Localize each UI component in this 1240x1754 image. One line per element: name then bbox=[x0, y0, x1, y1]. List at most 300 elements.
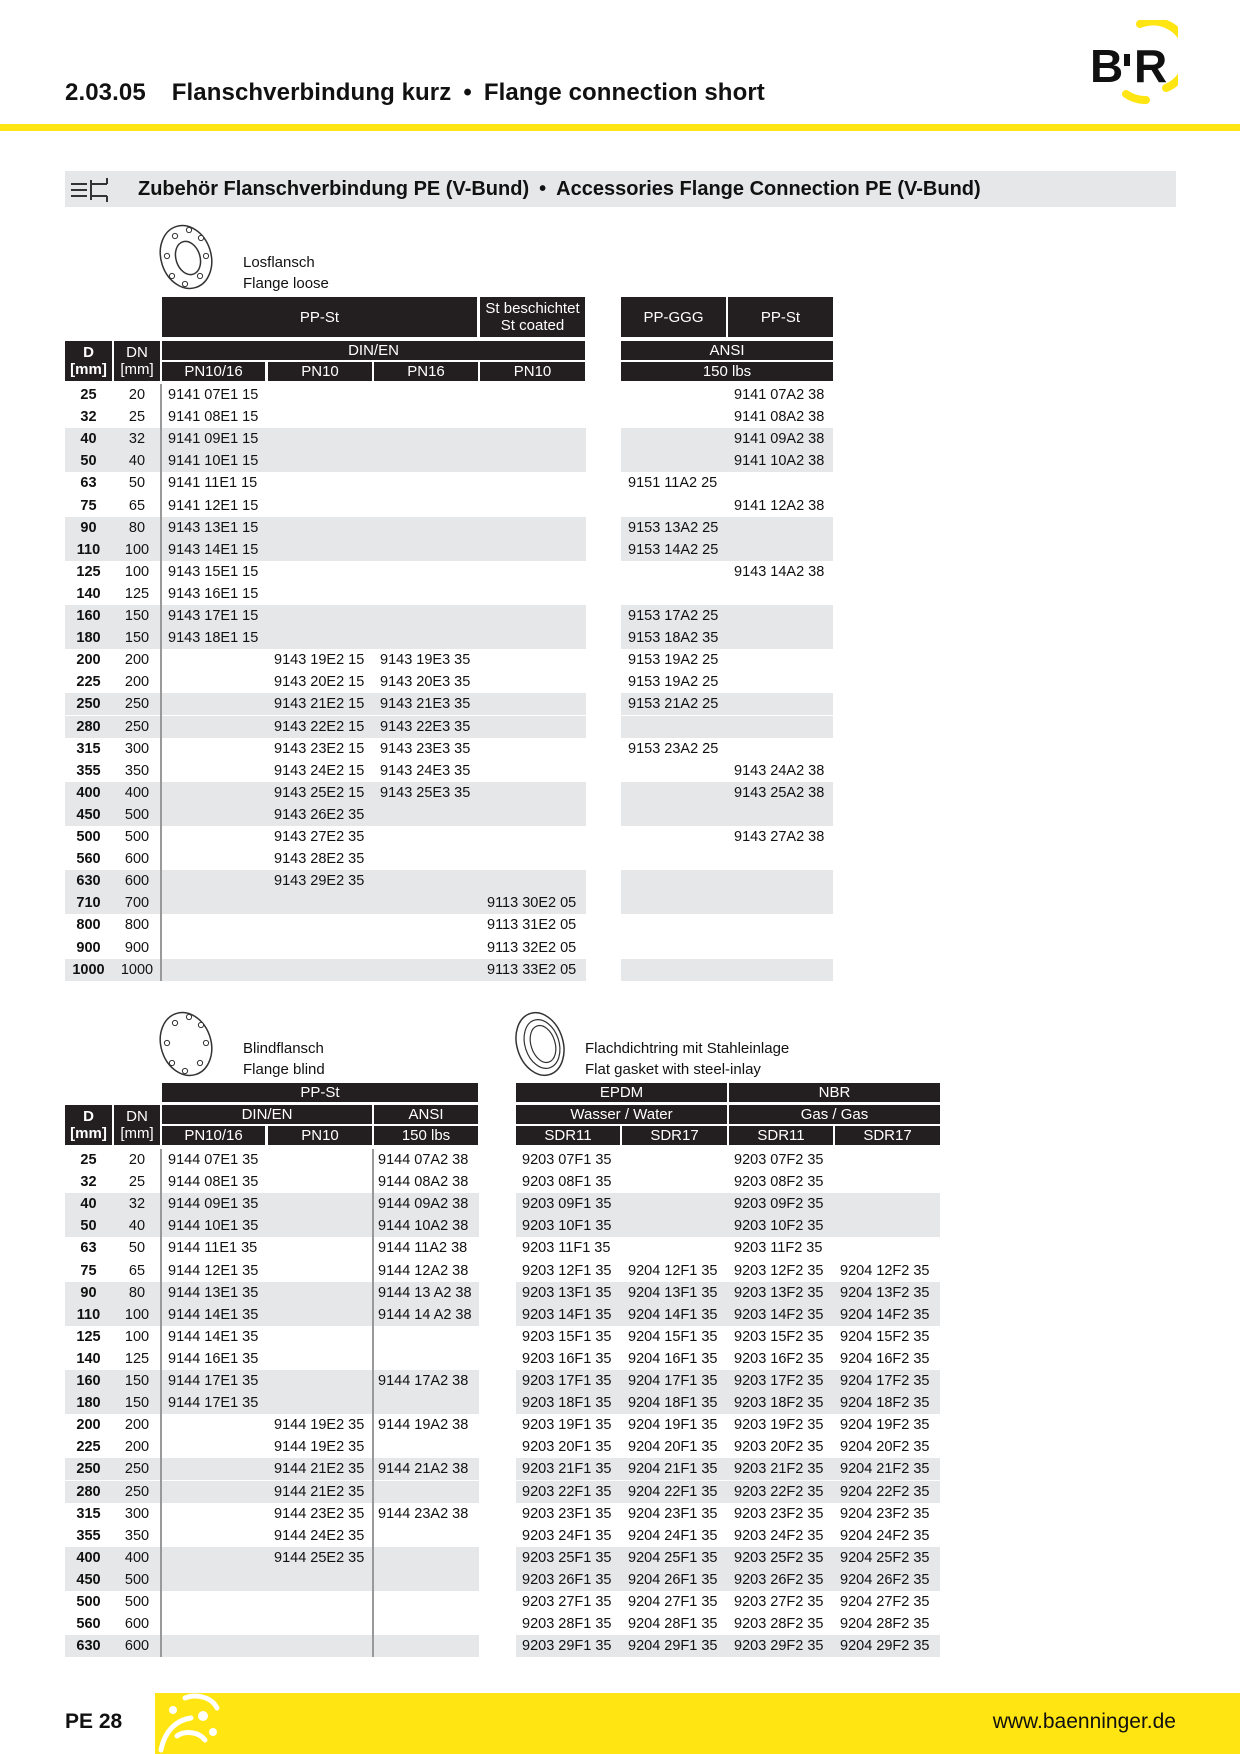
header-rule bbox=[0, 124, 1240, 131]
cell-nbr-sdr11: 9203 18F2 35 bbox=[734, 1395, 824, 1412]
cell-pp-st-pn10: 9143 22E2 15 bbox=[274, 718, 365, 735]
column-divider bbox=[160, 384, 162, 981]
cell-d: 560 bbox=[76, 851, 101, 868]
cell-pp-st-pn10: 9143 26E2 35 bbox=[274, 806, 365, 823]
cell-dn: 32 bbox=[128, 1196, 146, 1213]
cell-epdm-sdr17: 9204 16F1 35 bbox=[628, 1350, 718, 1367]
cell-epdm-sdr17: 9204 29F1 35 bbox=[628, 1638, 718, 1655]
cell-d: 160 bbox=[76, 1373, 101, 1389]
cell-dn: 40 bbox=[128, 1218, 146, 1235]
t1-header-pp-st: PP-St bbox=[162, 297, 477, 337]
cell-dn: 100 bbox=[124, 1328, 150, 1345]
cell-pn1016: 9144 11E1 35 bbox=[168, 1240, 258, 1257]
cell-pn1016: 9144 17E1 35 bbox=[168, 1373, 259, 1389]
cell-pp-ggg-ansi: 9153 18A2 35 bbox=[628, 630, 719, 647]
cell-nbr-sdr17: 9204 23F2 35 bbox=[840, 1505, 930, 1522]
t1-header-st-coated-en: St coated bbox=[500, 317, 565, 334]
cell-epdm-sdr11: 9203 19F1 35 bbox=[522, 1417, 612, 1434]
cell-nbr-sdr17: 9204 17F2 35 bbox=[840, 1373, 930, 1389]
t2-header-ansi: ANSI bbox=[374, 1105, 478, 1124]
row-shade bbox=[621, 804, 833, 826]
cell-epdm-sdr11: 9203 16F1 35 bbox=[522, 1350, 612, 1367]
t1-header-pp-st-2: PP-St bbox=[728, 297, 833, 337]
cell-pp-st-ansi: 9143 27A2 38 bbox=[734, 829, 825, 845]
cell-d: 450 bbox=[76, 806, 101, 823]
cell-pp-st-ansi: 9143 14A2 38 bbox=[734, 563, 825, 580]
t2-header-pn1016: PN10/16 bbox=[162, 1126, 265, 1145]
cell-pp-st-pn1016: 9143 14E1 15 bbox=[168, 541, 259, 558]
cell-dn: 700 bbox=[124, 895, 150, 912]
t3-header-epdm: EPDM bbox=[516, 1083, 727, 1102]
cell-dn: 80 bbox=[128, 1284, 146, 1301]
t1-header-dinen: DIN/EN bbox=[162, 341, 585, 360]
cell-pn10: 9144 19E2 35 bbox=[274, 1439, 365, 1456]
cell-pp-st-pn16: 9143 20E3 35 bbox=[380, 674, 471, 691]
t3-header-sdr11-gas: SDR11 bbox=[729, 1126, 833, 1145]
loose-flange-label bbox=[243, 252, 329, 294]
cell-dn: 250 bbox=[124, 718, 150, 735]
cell-nbr-sdr11: 9203 12F2 35 bbox=[734, 1262, 824, 1279]
section-number: 2.03.05 bbox=[65, 79, 146, 106]
blind-flange-icon bbox=[155, 1008, 217, 1080]
cell-dn: 50 bbox=[128, 475, 146, 492]
t2-header-d-label: D bbox=[83, 1108, 94, 1125]
cell-pp-st-pn16: 9143 23E3 35 bbox=[380, 740, 471, 757]
cell-epdm-sdr11: 9203 23F1 35 bbox=[522, 1505, 612, 1522]
t1-header-dn bbox=[114, 341, 160, 381]
cell-d: 355 bbox=[76, 1527, 101, 1544]
cell-dn: 100 bbox=[124, 541, 150, 558]
cell-dn: 150 bbox=[124, 608, 150, 624]
cell-d: 25 bbox=[80, 387, 97, 403]
cell-dn: 20 bbox=[128, 1152, 146, 1168]
flange-connection-icon bbox=[69, 176, 109, 204]
cell-pn10: 9144 24E2 35 bbox=[274, 1527, 365, 1544]
cell-pn1016: 9144 14E1 35 bbox=[168, 1306, 259, 1323]
cell-epdm-sdr11: 9203 07F1 35 bbox=[522, 1152, 612, 1168]
flat-gasket-icon bbox=[512, 1008, 572, 1080]
cell-nbr-sdr11: 9203 17F2 35 bbox=[734, 1373, 824, 1389]
cell-dn: 500 bbox=[124, 1594, 150, 1610]
t2-header-150lbs: 150 lbs bbox=[374, 1126, 478, 1145]
cell-st-coated-pn10: 9113 30E2 05 bbox=[487, 895, 577, 912]
cell-epdm-sdr17: 9204 14F1 35 bbox=[628, 1306, 718, 1323]
cell-d: 630 bbox=[76, 873, 101, 890]
cell-epdm-sdr17: 9204 17F1 35 bbox=[628, 1373, 718, 1389]
cell-pp-st-pn10: 9143 24E2 15 bbox=[274, 762, 365, 779]
section-title bbox=[138, 178, 981, 201]
cell-d: 250 bbox=[76, 696, 101, 713]
cell-d: 40 bbox=[80, 1196, 97, 1213]
cell-epdm-sdr11: 9203 24F1 35 bbox=[522, 1527, 612, 1544]
cell-dn: 900 bbox=[124, 939, 150, 956]
cell-epdm-sdr11: 9203 17F1 35 bbox=[522, 1373, 612, 1389]
cell-pp-st-ansi: 9141 09A2 38 bbox=[734, 431, 825, 448]
cell-d: 200 bbox=[76, 652, 101, 669]
cell-pp-st-pn1016: 9141 11E1 15 bbox=[168, 475, 258, 492]
cell-pn1016: 9144 10E1 35 bbox=[168, 1218, 259, 1235]
cell-d: 1000 bbox=[72, 961, 105, 978]
t1-header-pn10-coated: PN10 bbox=[480, 362, 585, 381]
row-shade bbox=[621, 716, 833, 738]
cell-dn: 65 bbox=[128, 1262, 146, 1279]
cell-pp-st-pn16: 9143 19E3 35 bbox=[380, 652, 471, 669]
cell-st-coated-pn10: 9113 31E2 05 bbox=[487, 917, 577, 934]
cell-nbr-sdr17: 9204 28F2 35 bbox=[840, 1616, 930, 1633]
blind-flange-label-de: Blindflansch bbox=[243, 1040, 324, 1057]
cell-dn: 150 bbox=[124, 1373, 150, 1389]
cell-pp-st-pn10: 9143 19E2 15 bbox=[274, 652, 365, 669]
cell-ansi-150: 9144 07A2 38 bbox=[378, 1152, 469, 1168]
cell-nbr-sdr11: 9203 20F2 35 bbox=[734, 1439, 824, 1456]
cell-d: 180 bbox=[76, 630, 101, 647]
cell-pp-st-ansi: 9143 25A2 38 bbox=[734, 784, 825, 801]
cell-nbr-sdr11: 9203 11F2 35 bbox=[734, 1240, 823, 1257]
cell-nbr-sdr11: 9203 24F2 35 bbox=[734, 1527, 824, 1544]
cell-d: 280 bbox=[76, 718, 101, 735]
cell-nbr-sdr17: 9204 19F2 35 bbox=[840, 1417, 930, 1434]
cell-dn: 20 bbox=[128, 387, 146, 403]
cell-epdm-sdr17: 9204 19F1 35 bbox=[628, 1417, 718, 1434]
flat-gasket-label bbox=[585, 1038, 789, 1080]
cell-nbr-sdr17: 9204 16F2 35 bbox=[840, 1350, 930, 1367]
cell-epdm-sdr17: 9204 13F1 35 bbox=[628, 1284, 718, 1301]
t1-header-pn1016: PN10/16 bbox=[162, 362, 265, 381]
cell-ansi-150: 9144 14 A2 38 bbox=[378, 1306, 472, 1323]
cell-pp-st-ansi: 9143 24A2 38 bbox=[734, 762, 825, 779]
cell-d: 63 bbox=[80, 1240, 97, 1257]
cell-d: 630 bbox=[76, 1638, 101, 1655]
cell-dn: 400 bbox=[124, 784, 150, 801]
cell-d: 63 bbox=[80, 475, 97, 492]
cell-nbr-sdr17: 9204 26F2 35 bbox=[840, 1571, 930, 1588]
cell-pp-st-pn1016: 9141 12E1 15 bbox=[168, 497, 259, 514]
t1-header-pn16: PN16 bbox=[374, 362, 478, 381]
footer-url[interactable]: www.baenninger.de bbox=[992, 1710, 1176, 1733]
cell-d: 75 bbox=[80, 1262, 97, 1279]
cell-d: 355 bbox=[76, 762, 101, 779]
cell-ansi-150: 9144 19A2 38 bbox=[378, 1417, 469, 1434]
cell-dn: 50 bbox=[128, 1240, 146, 1257]
flat-gasket-label-en: Flat gasket with steel-inlay bbox=[585, 1061, 761, 1078]
cell-nbr-sdr11: 9203 25F2 35 bbox=[734, 1549, 824, 1566]
cell-dn: 350 bbox=[124, 762, 150, 779]
cell-dn: 600 bbox=[124, 873, 150, 890]
t1-header-dn-unit: [mm] bbox=[120, 361, 154, 378]
t1-header-st-coated bbox=[480, 297, 585, 337]
cell-pp-st-pn1016: 9143 17E1 15 bbox=[168, 608, 259, 624]
t3-header-water: Wasser / Water bbox=[516, 1105, 727, 1124]
cell-pn1016: 9144 12E1 35 bbox=[168, 1262, 259, 1279]
cell-ansi-150: 9144 09A2 38 bbox=[378, 1196, 469, 1213]
cell-nbr-sdr11: 9203 15F2 35 bbox=[734, 1328, 824, 1345]
title-separator: • bbox=[463, 79, 472, 106]
blind-flange-label bbox=[243, 1038, 325, 1080]
cell-epdm-sdr17: 9204 26F1 35 bbox=[628, 1571, 718, 1588]
cell-dn: 200 bbox=[124, 674, 150, 691]
cell-nbr-sdr11: 9203 16F2 35 bbox=[734, 1350, 824, 1367]
cell-d: 125 bbox=[76, 563, 101, 580]
cell-pp-st-pn10: 9143 25E2 15 bbox=[274, 784, 365, 801]
cell-d: 180 bbox=[76, 1395, 101, 1412]
cell-d: 900 bbox=[76, 939, 101, 956]
cell-nbr-sdr17: 9204 12F2 35 bbox=[840, 1262, 930, 1279]
cell-epdm-sdr17: 9204 21F1 35 bbox=[628, 1461, 718, 1478]
cell-epdm-sdr11: 9203 18F1 35 bbox=[522, 1395, 612, 1412]
cell-ansi-150: 9144 17A2 38 bbox=[378, 1373, 469, 1389]
loose-flange-icon bbox=[155, 222, 217, 292]
cell-d: 160 bbox=[76, 608, 101, 624]
cell-dn: 350 bbox=[124, 1527, 150, 1544]
t1-header-ansi: ANSI bbox=[621, 341, 833, 360]
cell-epdm-sdr17: 9204 23F1 35 bbox=[628, 1505, 718, 1522]
cell-dn: 40 bbox=[128, 453, 146, 470]
cell-d: 110 bbox=[76, 1306, 101, 1323]
cell-dn: 500 bbox=[124, 829, 150, 845]
page-number: PE 28 bbox=[65, 1710, 123, 1733]
t3-header-gas: Gas / Gas bbox=[729, 1105, 940, 1124]
cell-pn1016: 9144 09E1 35 bbox=[168, 1196, 259, 1213]
cell-pn10: 9144 23E2 35 bbox=[274, 1505, 365, 1522]
cell-pp-ggg-ansi: 9153 13A2 25 bbox=[628, 519, 719, 536]
cell-d: 90 bbox=[80, 519, 97, 536]
t2-header-dn bbox=[114, 1105, 160, 1145]
loose-flange-label-de: Losflansch bbox=[243, 254, 315, 271]
cell-ansi-150: 9144 21A2 38 bbox=[378, 1461, 469, 1478]
cell-nbr-sdr11: 9203 27F2 35 bbox=[734, 1594, 824, 1610]
cell-pp-st-ansi: 9141 08A2 38 bbox=[734, 409, 825, 426]
cell-nbr-sdr17: 9204 13F2 35 bbox=[840, 1284, 930, 1301]
section-bar bbox=[65, 171, 1176, 207]
cell-d: 32 bbox=[80, 1174, 97, 1191]
cell-epdm-sdr11: 9203 10F1 35 bbox=[522, 1218, 612, 1235]
cell-pp-ggg-ansi: 9153 21A2 25 bbox=[628, 696, 719, 713]
cell-epdm-sdr11: 9203 12F1 35 bbox=[522, 1262, 612, 1279]
cell-d: 90 bbox=[80, 1284, 97, 1301]
cell-epdm-sdr17: 9204 15F1 35 bbox=[628, 1328, 718, 1345]
cell-epdm-sdr17: 9204 28F1 35 bbox=[628, 1616, 718, 1633]
cell-dn: 800 bbox=[124, 917, 150, 934]
t2-header-d-unit: [mm] bbox=[70, 1125, 107, 1142]
cell-d: 32 bbox=[80, 409, 97, 426]
cell-dn: 500 bbox=[124, 806, 150, 823]
cell-dn: 300 bbox=[124, 740, 150, 757]
cell-nbr-sdr11: 9203 29F2 35 bbox=[734, 1638, 824, 1655]
cell-nbr-sdr11: 9203 09F2 35 bbox=[734, 1196, 824, 1213]
cell-dn: 80 bbox=[128, 519, 146, 536]
cell-pp-st-ansi: 9141 07A2 38 bbox=[734, 387, 825, 403]
cell-nbr-sdr11: 9203 22F2 35 bbox=[734, 1483, 824, 1500]
cell-d: 40 bbox=[80, 431, 97, 448]
cell-pn10: 9144 21E2 35 bbox=[274, 1461, 365, 1478]
cell-nbr-sdr17: 9204 29F2 35 bbox=[840, 1638, 930, 1655]
cell-nbr-sdr17: 9204 15F2 35 bbox=[840, 1328, 930, 1345]
cell-epdm-sdr17: 9204 25F1 35 bbox=[628, 1549, 718, 1566]
cell-dn: 125 bbox=[124, 1350, 150, 1367]
t2-header-d bbox=[65, 1105, 112, 1145]
cell-nbr-sdr11: 9203 08F2 35 bbox=[734, 1174, 824, 1191]
cell-dn: 200 bbox=[124, 652, 150, 669]
cell-epdm-sdr11: 9203 26F1 35 bbox=[522, 1571, 612, 1588]
cell-dn: 200 bbox=[124, 1439, 150, 1456]
t3-header-sdr17-gas: SDR17 bbox=[835, 1126, 940, 1145]
cell-pp-st-pn16: 9143 21E3 35 bbox=[380, 696, 471, 713]
cell-pn10: 9144 19E2 35 bbox=[274, 1417, 365, 1434]
column-divider bbox=[160, 1149, 162, 1657]
cell-pn1016: 9144 17E1 35 bbox=[168, 1395, 259, 1412]
section-title-en: Accessories Flange Connection PE (V-Bund) bbox=[556, 178, 981, 200]
cell-d: 560 bbox=[76, 1616, 101, 1633]
cell-dn: 100 bbox=[124, 1306, 150, 1323]
cell-epdm-sdr11: 9203 28F1 35 bbox=[522, 1616, 612, 1633]
cell-epdm-sdr11: 9203 14F1 35 bbox=[522, 1306, 612, 1323]
cell-dn: 150 bbox=[124, 1395, 150, 1412]
cell-pp-ggg-ansi: 9153 19A2 25 bbox=[628, 652, 719, 669]
cell-dn: 25 bbox=[128, 1174, 146, 1191]
cell-pp-st-pn16: 9143 22E3 35 bbox=[380, 718, 471, 735]
cell-epdm-sdr17: 9204 24F1 35 bbox=[628, 1527, 718, 1544]
t1-header-d bbox=[65, 341, 112, 381]
cell-dn: 600 bbox=[124, 1616, 150, 1633]
t3-header-sdr11-water: SDR11 bbox=[516, 1126, 620, 1145]
cell-dn: 125 bbox=[124, 585, 150, 602]
cell-nbr-sdr17: 9204 22F2 35 bbox=[840, 1483, 930, 1500]
t2-header-dn-label: DN bbox=[126, 1108, 148, 1125]
cell-d: 25 bbox=[80, 1152, 97, 1168]
cell-epdm-sdr11: 9203 08F1 35 bbox=[522, 1174, 612, 1191]
cell-nbr-sdr17: 9204 21F2 35 bbox=[840, 1461, 930, 1478]
cell-pp-st-pn1016: 9143 13E1 15 bbox=[168, 519, 259, 536]
cell-epdm-sdr17: 9204 22F1 35 bbox=[628, 1483, 718, 1500]
cell-epdm-sdr11: 9203 11F1 35 bbox=[522, 1240, 611, 1257]
cell-d: 400 bbox=[76, 1549, 101, 1566]
cell-d: 50 bbox=[80, 1218, 97, 1235]
cell-pp-st-pn1016: 9143 18E1 15 bbox=[168, 630, 259, 647]
cell-dn: 250 bbox=[124, 696, 150, 713]
cell-pp-st-pn1016: 9141 08E1 15 bbox=[168, 409, 259, 426]
cell-d: 500 bbox=[76, 1594, 101, 1610]
cell-nbr-sdr11: 9203 13F2 35 bbox=[734, 1284, 824, 1301]
cell-pp-st-pn1016: 9141 09E1 15 bbox=[168, 431, 259, 448]
flat-gasket-label-de: Flachdichtring mit Stahleinlage bbox=[585, 1040, 790, 1057]
row-shade bbox=[621, 870, 833, 892]
cell-dn: 300 bbox=[124, 1505, 150, 1522]
cell-pp-st-pn10: 9143 20E2 15 bbox=[274, 674, 365, 691]
cell-pp-ggg-ansi: 9153 23A2 25 bbox=[628, 740, 719, 757]
cell-pn1016: 9144 16E1 35 bbox=[168, 1350, 259, 1367]
cell-pp-st-ansi: 9141 12A2 38 bbox=[734, 497, 825, 514]
cell-pp-st-pn10: 9143 23E2 15 bbox=[274, 740, 365, 757]
cell-pp-st-pn1016: 9141 10E1 15 bbox=[168, 453, 259, 470]
column-divider bbox=[372, 1149, 374, 1657]
svg-text:B: B bbox=[1090, 40, 1124, 92]
t3-header-nbr: NBR bbox=[729, 1083, 940, 1102]
loose-flange-label-en: Flange loose bbox=[243, 275, 329, 292]
t1-header-dn-label: DN bbox=[126, 344, 148, 361]
cell-d: 500 bbox=[76, 829, 101, 845]
t1-header-d-label: D bbox=[83, 344, 94, 361]
cell-epdm-sdr17: 9204 12F1 35 bbox=[628, 1262, 718, 1279]
br-logo bbox=[1088, 20, 1178, 104]
cell-d: 200 bbox=[76, 1417, 101, 1434]
t2-header-pn10: PN10 bbox=[268, 1126, 372, 1145]
cell-pp-ggg-ansi: 9153 17A2 25 bbox=[628, 608, 719, 624]
cell-st-coated-pn10: 9113 33E2 05 bbox=[487, 961, 577, 978]
t2-header-dinen: DIN/EN bbox=[162, 1105, 372, 1124]
svg-text:R: R bbox=[1134, 40, 1168, 92]
cell-d: 315 bbox=[76, 1505, 101, 1522]
cell-dn: 400 bbox=[124, 1549, 150, 1566]
t1-header-150lbs: 150 lbs bbox=[621, 362, 833, 381]
cell-d: 75 bbox=[80, 497, 97, 514]
t1-header-pn10: PN10 bbox=[268, 362, 372, 381]
cell-nbr-sdr11: 9203 28F2 35 bbox=[734, 1616, 824, 1633]
cell-pp-ggg-ansi: 9153 19A2 25 bbox=[628, 674, 719, 691]
cell-nbr-sdr11: 9203 10F2 35 bbox=[734, 1218, 824, 1235]
cell-pp-st-pn16: 9143 25E3 35 bbox=[380, 784, 471, 801]
cell-dn: 25 bbox=[128, 409, 146, 426]
cell-nbr-sdr11: 9203 21F2 35 bbox=[734, 1461, 824, 1478]
cell-dn: 1000 bbox=[120, 961, 154, 978]
section-title-de: Zubehör Flanschverbindung PE (V-Bund) bbox=[138, 178, 530, 200]
cell-dn: 100 bbox=[124, 563, 150, 580]
cell-dn: 500 bbox=[124, 1571, 150, 1588]
cell-ansi-150: 9144 10A2 38 bbox=[378, 1218, 469, 1235]
section-separator: • bbox=[539, 178, 547, 200]
cell-pp-st-pn1016: 9141 07E1 15 bbox=[168, 387, 259, 403]
cell-pn10: 9144 25E2 35 bbox=[274, 1549, 365, 1566]
blind-flange-label-en: Flange blind bbox=[243, 1061, 325, 1078]
cell-d: 800 bbox=[76, 917, 101, 934]
t2-header-pp-st: PP-St bbox=[162, 1083, 478, 1102]
cell-pp-st-pn16: 9143 24E3 35 bbox=[380, 762, 471, 779]
cell-pn1016: 9144 14E1 35 bbox=[168, 1328, 259, 1345]
cell-d: 110 bbox=[76, 541, 101, 558]
title-de: Flanschverbindung kurz bbox=[171, 79, 452, 106]
cell-pn1016: 9144 08E1 35 bbox=[168, 1174, 259, 1191]
cell-pp-ggg-ansi: 9153 14A2 25 bbox=[628, 541, 719, 558]
cell-d: 315 bbox=[76, 740, 101, 757]
cell-pn1016: 9144 07E1 35 bbox=[168, 1152, 259, 1168]
cell-nbr-sdr11: 9203 26F2 35 bbox=[734, 1571, 824, 1588]
cell-nbr-sdr17: 9204 18F2 35 bbox=[840, 1395, 930, 1412]
cell-dn: 600 bbox=[124, 1638, 150, 1655]
cell-nbr-sdr11: 9203 19F2 35 bbox=[734, 1417, 824, 1434]
cell-d: 450 bbox=[76, 1571, 101, 1588]
cell-pp-st-pn1016: 9143 16E1 15 bbox=[168, 585, 259, 602]
cell-epdm-sdr11: 9203 09F1 35 bbox=[522, 1196, 612, 1213]
cell-pn1016: 9144 13E1 35 bbox=[168, 1284, 259, 1301]
t3-header-sdr17-water: SDR17 bbox=[622, 1126, 727, 1145]
cell-d: 125 bbox=[76, 1328, 101, 1345]
cell-d: 250 bbox=[76, 1461, 101, 1478]
cell-ansi-150: 9144 13 A2 38 bbox=[378, 1284, 472, 1301]
cell-ansi-150: 9144 12A2 38 bbox=[378, 1262, 469, 1279]
cell-d: 50 bbox=[80, 453, 97, 470]
t1-header-pp-ggg: PP-GGG bbox=[621, 297, 726, 337]
cell-epdm-sdr17: 9204 18F1 35 bbox=[628, 1395, 718, 1412]
cell-dn: 250 bbox=[124, 1461, 150, 1478]
cell-d: 225 bbox=[76, 1439, 101, 1456]
cell-epdm-sdr11: 9203 22F1 35 bbox=[522, 1483, 612, 1500]
cell-d: 140 bbox=[76, 585, 101, 602]
cell-epdm-sdr11: 9203 25F1 35 bbox=[522, 1549, 612, 1566]
cell-dn: 600 bbox=[124, 851, 150, 868]
cell-dn: 65 bbox=[128, 497, 146, 514]
cell-ansi-150: 9144 11A2 38 bbox=[378, 1240, 468, 1257]
row-shade bbox=[621, 892, 833, 914]
cell-dn: 250 bbox=[124, 1483, 150, 1500]
